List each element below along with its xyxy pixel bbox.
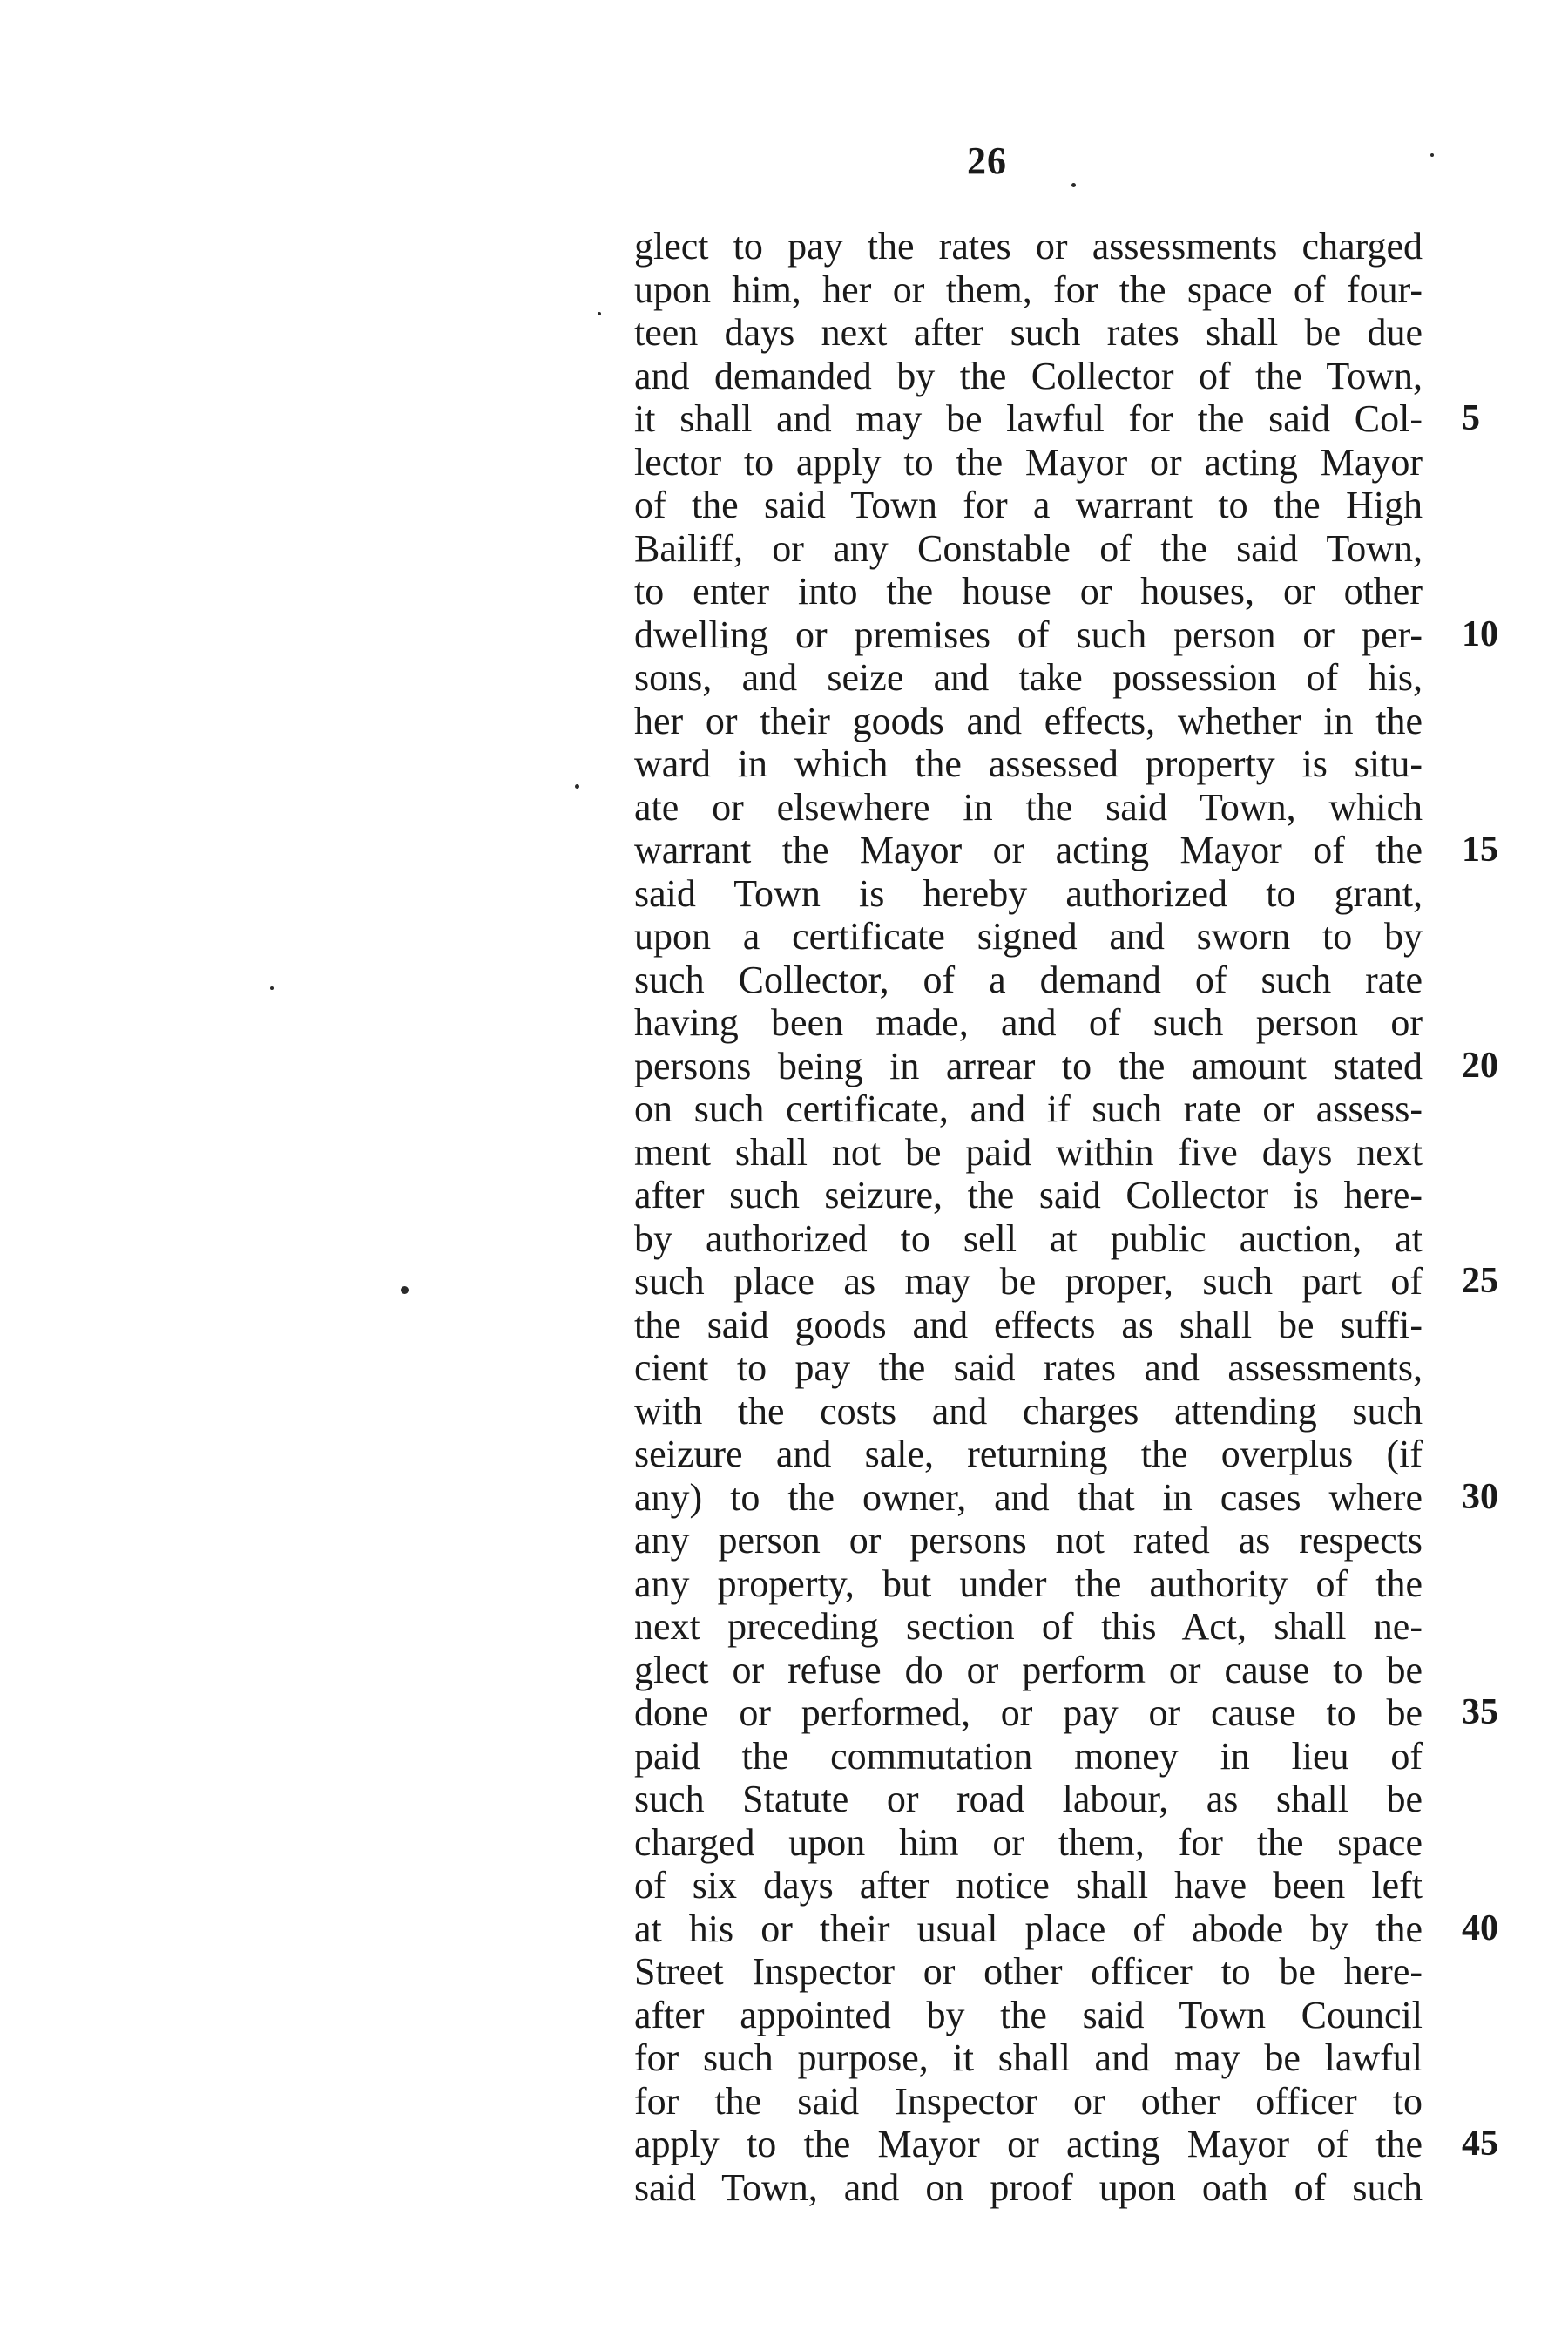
- text-line: after such seizure, the said Collector is here-: [634, 1174, 1423, 1216]
- text-line: on such certificate, and if such rate or assess-: [634, 1087, 1423, 1130]
- body-text: [634, 225, 1498, 2209]
- text-line: teen days next after such rates shall be due: [634, 311, 1423, 354]
- text-line: cient to pay the said rates and assessments,: [634, 1346, 1423, 1389]
- text-line: at his or their usual place of abode by the 40: [634, 1907, 1498, 1950]
- text-line: ate or elsewhere in the said Town, which: [634, 785, 1423, 829]
- line-number: 15: [1462, 830, 1498, 870]
- line-number: 10: [1462, 613, 1498, 654]
- text-line: ment shall not be paid within five days next: [634, 1130, 1423, 1174]
- text-line: any property, but under the authority of the: [634, 1562, 1423, 1605]
- text-line: lector to apply to the Mayor or acting Mayor: [634, 440, 1423, 484]
- text-line: ward in which the assessed property is situ-: [634, 742, 1423, 785]
- line-number: 40: [1462, 1907, 1498, 1948]
- text-line: glect to pay the rates or assessments charged: [634, 225, 1423, 268]
- text-line: upon him, her or them, for the space of four-: [634, 268, 1423, 311]
- text-line: persons being in arrear to the amount stated 20: [634, 1044, 1498, 1087]
- scan-speck: [1430, 153, 1434, 157]
- text-line: and demanded by the Collector of the Town,: [634, 354, 1423, 397]
- text-line: said Town, and on proof upon oath of such: [634, 2165, 1423, 2209]
- text-line: by authorized to sell at public auction, at: [634, 1216, 1423, 1260]
- scan-speck: [401, 1286, 409, 1294]
- scan-speck: [575, 784, 579, 789]
- text-line: glect or refuse do or perform or cause to be: [634, 1648, 1423, 1691]
- line-number: 35: [1462, 1692, 1498, 1732]
- text-line: such place as may be proper, such part of 25: [634, 1260, 1498, 1303]
- page-number: 26: [967, 139, 1007, 182]
- text-line: for the said Inspector or other officer to: [634, 2079, 1423, 2123]
- text-line: Bailiff, or any Constable of the said Town,: [634, 526, 1423, 570]
- text-line: after appointed by the said Town Council: [634, 1993, 1423, 2036]
- text-line: to enter into the house or houses, or other: [634, 570, 1423, 613]
- text-line: of six days after notice shall have been left: [634, 1864, 1423, 1907]
- line-number: 30: [1462, 1476, 1498, 1517]
- text-line: charged upon him or them, for the space: [634, 1820, 1423, 1864]
- text-line: any person or persons not rated as respects: [634, 1519, 1423, 1562]
- text-line: her or their goods and effects, whether in the: [634, 699, 1423, 742]
- text-line: warrant the Mayor or acting Mayor of the 15: [634, 829, 1498, 871]
- text-line: next preceding section of this Act, shall ne-: [634, 1605, 1423, 1648]
- text-line: dwelling or premises of such person or per- 10: [634, 613, 1498, 656]
- line-number: 25: [1462, 1261, 1498, 1301]
- scan-speck: [1071, 183, 1076, 187]
- text-line: paid the commutation money in lieu of: [634, 1734, 1423, 1778]
- text-line: Street Inspector or other officer to be here-: [634, 1950, 1423, 1993]
- text-line: done or performed, or pay or cause to be 35: [634, 1691, 1498, 1734]
- text-line: such Statute or road labour, as shall be: [634, 1778, 1423, 1820]
- text-line: sons, and seize and take possession of his,: [634, 656, 1423, 699]
- text-line: of the said Town for a warrant to the High: [634, 484, 1423, 526]
- text-line: seizure and sale, returning the overplus (if: [634, 1433, 1423, 1475]
- text-line: apply to the Mayor or acting Mayor of the 45: [634, 2123, 1498, 2165]
- line-number: 45: [1462, 2124, 1498, 2164]
- text-line: the said goods and effects as shall be suffi-: [634, 1303, 1423, 1346]
- text-line: any) to the owner, and that in cases where 30: [634, 1475, 1498, 1519]
- text-line: said Town is hereby authorized to grant,: [634, 871, 1423, 915]
- text-line: for such purpose, it shall and may be lawful: [634, 2036, 1423, 2079]
- scan-speck: [270, 986, 274, 990]
- scan-speck: [598, 312, 601, 315]
- text-line: with the costs and charges attending such: [634, 1389, 1423, 1433]
- text-line: it shall and may be lawful for the said Col- 5: [634, 397, 1480, 440]
- text-line: such Collector, of a demand of such rate: [634, 958, 1423, 1001]
- line-number: 5: [1462, 398, 1480, 438]
- text-line: upon a certificate signed and sworn to by: [634, 915, 1423, 958]
- line-number: 20: [1462, 1045, 1498, 1086]
- text-line: having been made, and of such person or: [634, 1001, 1423, 1044]
